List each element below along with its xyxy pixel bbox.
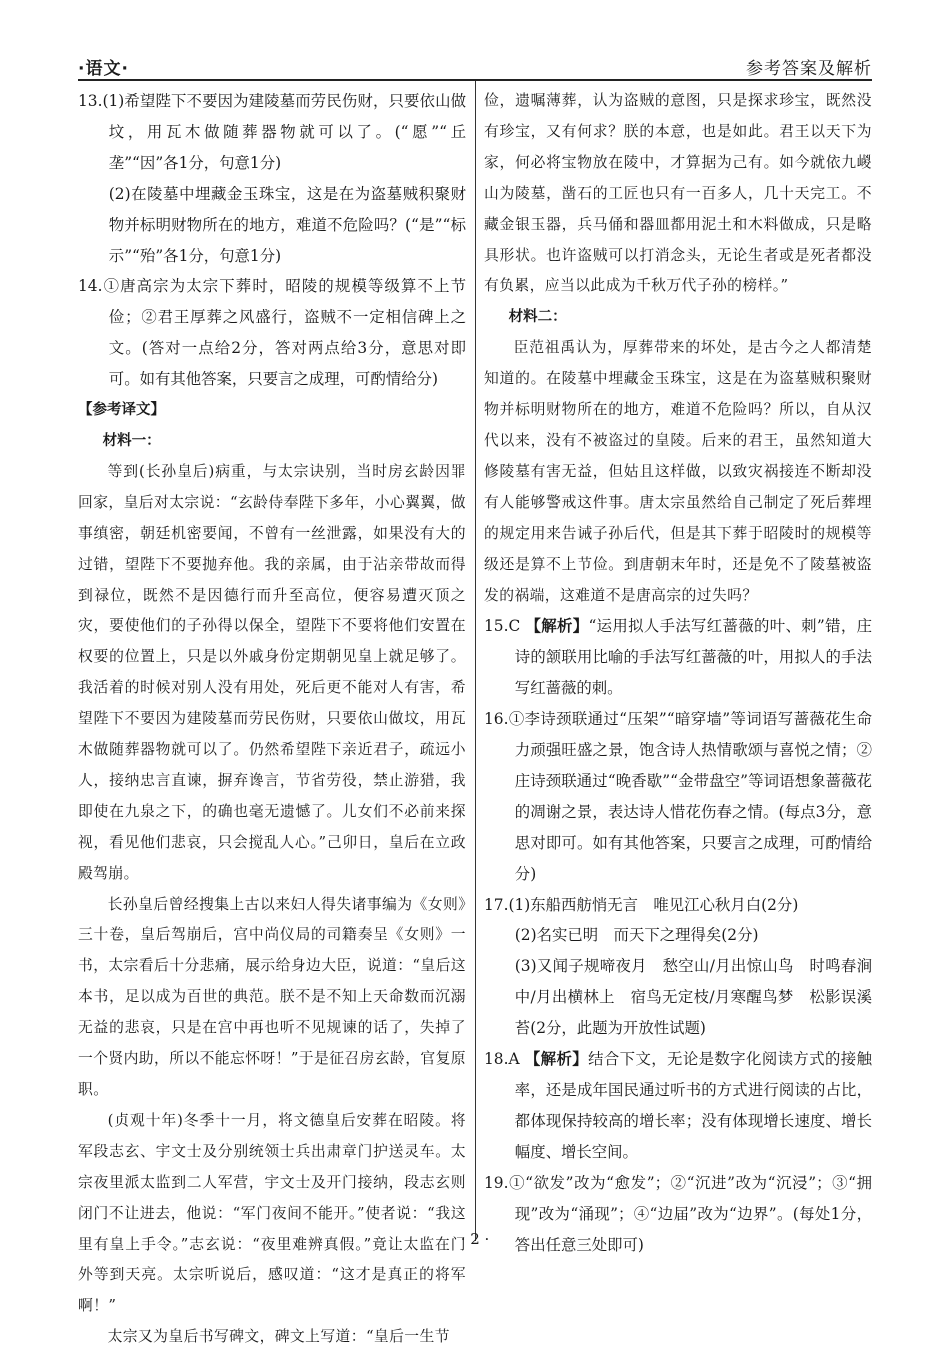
answer-17-2: (2)名实已明 而天下之理得矣(2分): [514, 926, 759, 945]
reference-translation-heading: 【参考译文】: [78, 402, 165, 419]
right-column: [484, 86, 872, 1260]
material-1-heading: 材料一：: [102, 432, 161, 449]
answer-13-1: 13.(1)希望陛下不要因为建陵墓而劳民伤财，只要依山做坟，用瓦木做随葬器物就可以了。(“愿”“丘垄”“因”各1分，句意1分): [78, 92, 466, 172]
answer-18-text: 结合下文，无论是数字化阅读方式的接触率，还是成年国民通过听书的方式进行阅读的占比，都体现保持较高的增长率；没有体现增长速度、增长幅度、增长空间。: [514, 1050, 872, 1161]
answer-16: 16.①李诗颈联通过“压架”“暗穿墙”等词语写蔷薇花生命力顽强旺盛之景，饱含诗人热情歌颂与喜悦之情；②庄诗颈联通过“晚香歇”“金带盘空”等词语想象蔷薇花的凋谢之景，表达诗人惜花伤春之情。(每点3分，意思对即可。如有其他答案，只要言之成理，可酌情给分): [484, 710, 872, 883]
material-2-heading: 材料二：: [508, 309, 567, 326]
analysis-tag: 【解析】: [525, 617, 589, 636]
answer-15: [484, 611, 872, 704]
answer-17-3: (3)又闻子规啼夜月 愁空山/月出惊山鸟 时鸣春涧中/月出横林上 宿鸟无定枝/月寒醒鸟梦 松影误溪苔(2分，此题为开放性试题): [514, 957, 872, 1038]
answer-15-choice: 15.C: [484, 617, 526, 636]
analysis-tag: 【解析】: [524, 1050, 589, 1069]
subject-label: ·语文·: [78, 59, 129, 79]
answer-14: 14.①唐高宗为太宗下葬时，昭陵的规模等级算不上节俭；②君王厚葬之风盛行，盗贼不一定相信碑上之文。(答对一点给2分，答对两点给3分，意思对即可。如有其他答案，只要言之成理，可酌情给分): [78, 277, 466, 389]
translation-paragraph-5: 臣范祖禹认为，厚葬带来的坏处，是古今之人都清楚知道的。在陵墓中埋藏金玉珠宝，这是在为盗墓贼积聚财物并标明财物所在的地方，难道不危险吗？所以，自从汉代以来，没有不被盗过的皇陵。后来的君王，虽然知道大修陵墓有害无益，但姑且这样做，以致灾祸接连不断却没有人能够警戒这件事。唐太宗虽然给自己制定了死后葬埋的规定用来告诫子孙后代，但是其下葬于昭陵时的规模等级还是算不上节俭。到唐朝末年时，还是免不了陵墓被盗发的祸端，这难道不是唐高宗的过失吗？: [484, 339, 872, 604]
answer-15-text: “运用拟人手法写红蔷薇的叶、刺”错，庄诗的颔联用比喻的手法写红蔷薇的叶，用拟人的手法写红蔷薇的刺。: [514, 617, 872, 698]
answer-19: 19.①“欲发”改为“愈发”；②“沉进”改为“沉浸”；③“拥现”改为“涌现”；④“边届”改为“边界”。(每处1分，答出任意三处即可): [484, 1173, 872, 1254]
translation-paragraph-3: (贞观十年)冬季十一月，将文德皇后安葬在昭陵。将军段志玄、宇文士及分别统领士兵出肃章门护送灵车。太宗夜里派太监到二人军营，宇文士及开门接纳，段志玄则闭门不让进去，他说：“军门夜间不能开。”使者说：“我这里有皇上手令。”志玄说：“夜里难辨真假。”竟让太监在门外等到天亮。太宗听说后，感叹道：“这才是真正的将军啊！”: [78, 1111, 466, 1315]
translation-paragraph-4: 太宗又为皇后书写碑文，碑文上写道：“皇后一生节: [107, 1328, 450, 1346]
left-column: [78, 86, 466, 1353]
answer-18: [484, 1044, 872, 1168]
page-title: 参考答案及解析: [746, 59, 872, 79]
page-header: [78, 52, 872, 78]
translation-paragraph-2: 长孙皇后曾经搜集上古以来妇人得失诸事编为《女则》三十卷，皇后驾崩后，宫中尚仪局的司籍奏呈《女则》一书，太宗看后十分悲痛，展示给身边大臣，说道：“皇后这本书，足以成为百世的典范。朕不是不知上天命数而沉溺无益的悲哀，只是在宫中再也听不见规谏的话了，失掉了一个贤内助，所以不能忘怀呀！”于是征召房玄龄，官复原职。: [78, 895, 466, 1098]
page-number: · 2 ·: [460, 1230, 490, 1248]
translation-paragraph-4-continued: 俭，遗嘱薄葬，认为盗贼的意图，只是探求珍宝，既然没有珍宝，又有何求？朕的本意，也是如此。君王以天下为家，何必将宝物放在陵中，才算据为己有。如今就依九嵕山为陵墓，凿石的工匠也只有一百多人，几十天完工。不藏金银玉器，兵马俑和器皿都用泥土和木料做成，只是略具形状。也许盗贼可以打消念头，无论生者或是死者都没有负累，应当以此成为千秋万代子孙的榜样。”: [484, 92, 872, 295]
translation-paragraph-1: 等到(长孙皇后)病重，与太宗诀别，当时房玄龄因罪回家，皇后对太宗说：“玄龄侍奉陛下多年，小心翼翼，做事缜密，朝廷机密要闻，不曾有一丝泄露，如果没有大的过错，望陛下不要抛弃他。我的亲属，由于沾亲带故而得到禄位，既然不是因德行而升至高位，便容易遭灭顶之灾，要使他们的子孙得以保全，望陛下不要将他们安置在权要的位置上，只是以外戚身份定期朝见皇上就足够了。我活着的时候对别人没有用处，死后更不能对人有害，希望陛下不要因为建陵墓而劳民伤财，只要依山做坟，用瓦木做随葬器物就可以了。仍然希望陛下亲近君子，疏远小人，接纳忠言直谏，摒弃谗言，节省劳役，禁止游猎，我即使在九泉之下，的确也毫无遗憾了。儿女们不必前来探视，看见他们悲哀，只会搅乱人心。”己卯日，皇后在立政殿驾崩。: [78, 462, 466, 882]
column-divider: [475, 81, 476, 1241]
answer-17-1: 17.(1)东船西舫悄无言 唯见江心秋月白(2分): [484, 895, 799, 914]
answer-13-2: (2)在陵墓中埋藏金玉珠宝，这是在为盗墓贼积聚财物并标明财物所在的地方，难道不危险吗？(“是”“标示”“殆”各1分，句意1分): [108, 184, 466, 265]
answer-18-choice: 18.A: [484, 1050, 525, 1069]
